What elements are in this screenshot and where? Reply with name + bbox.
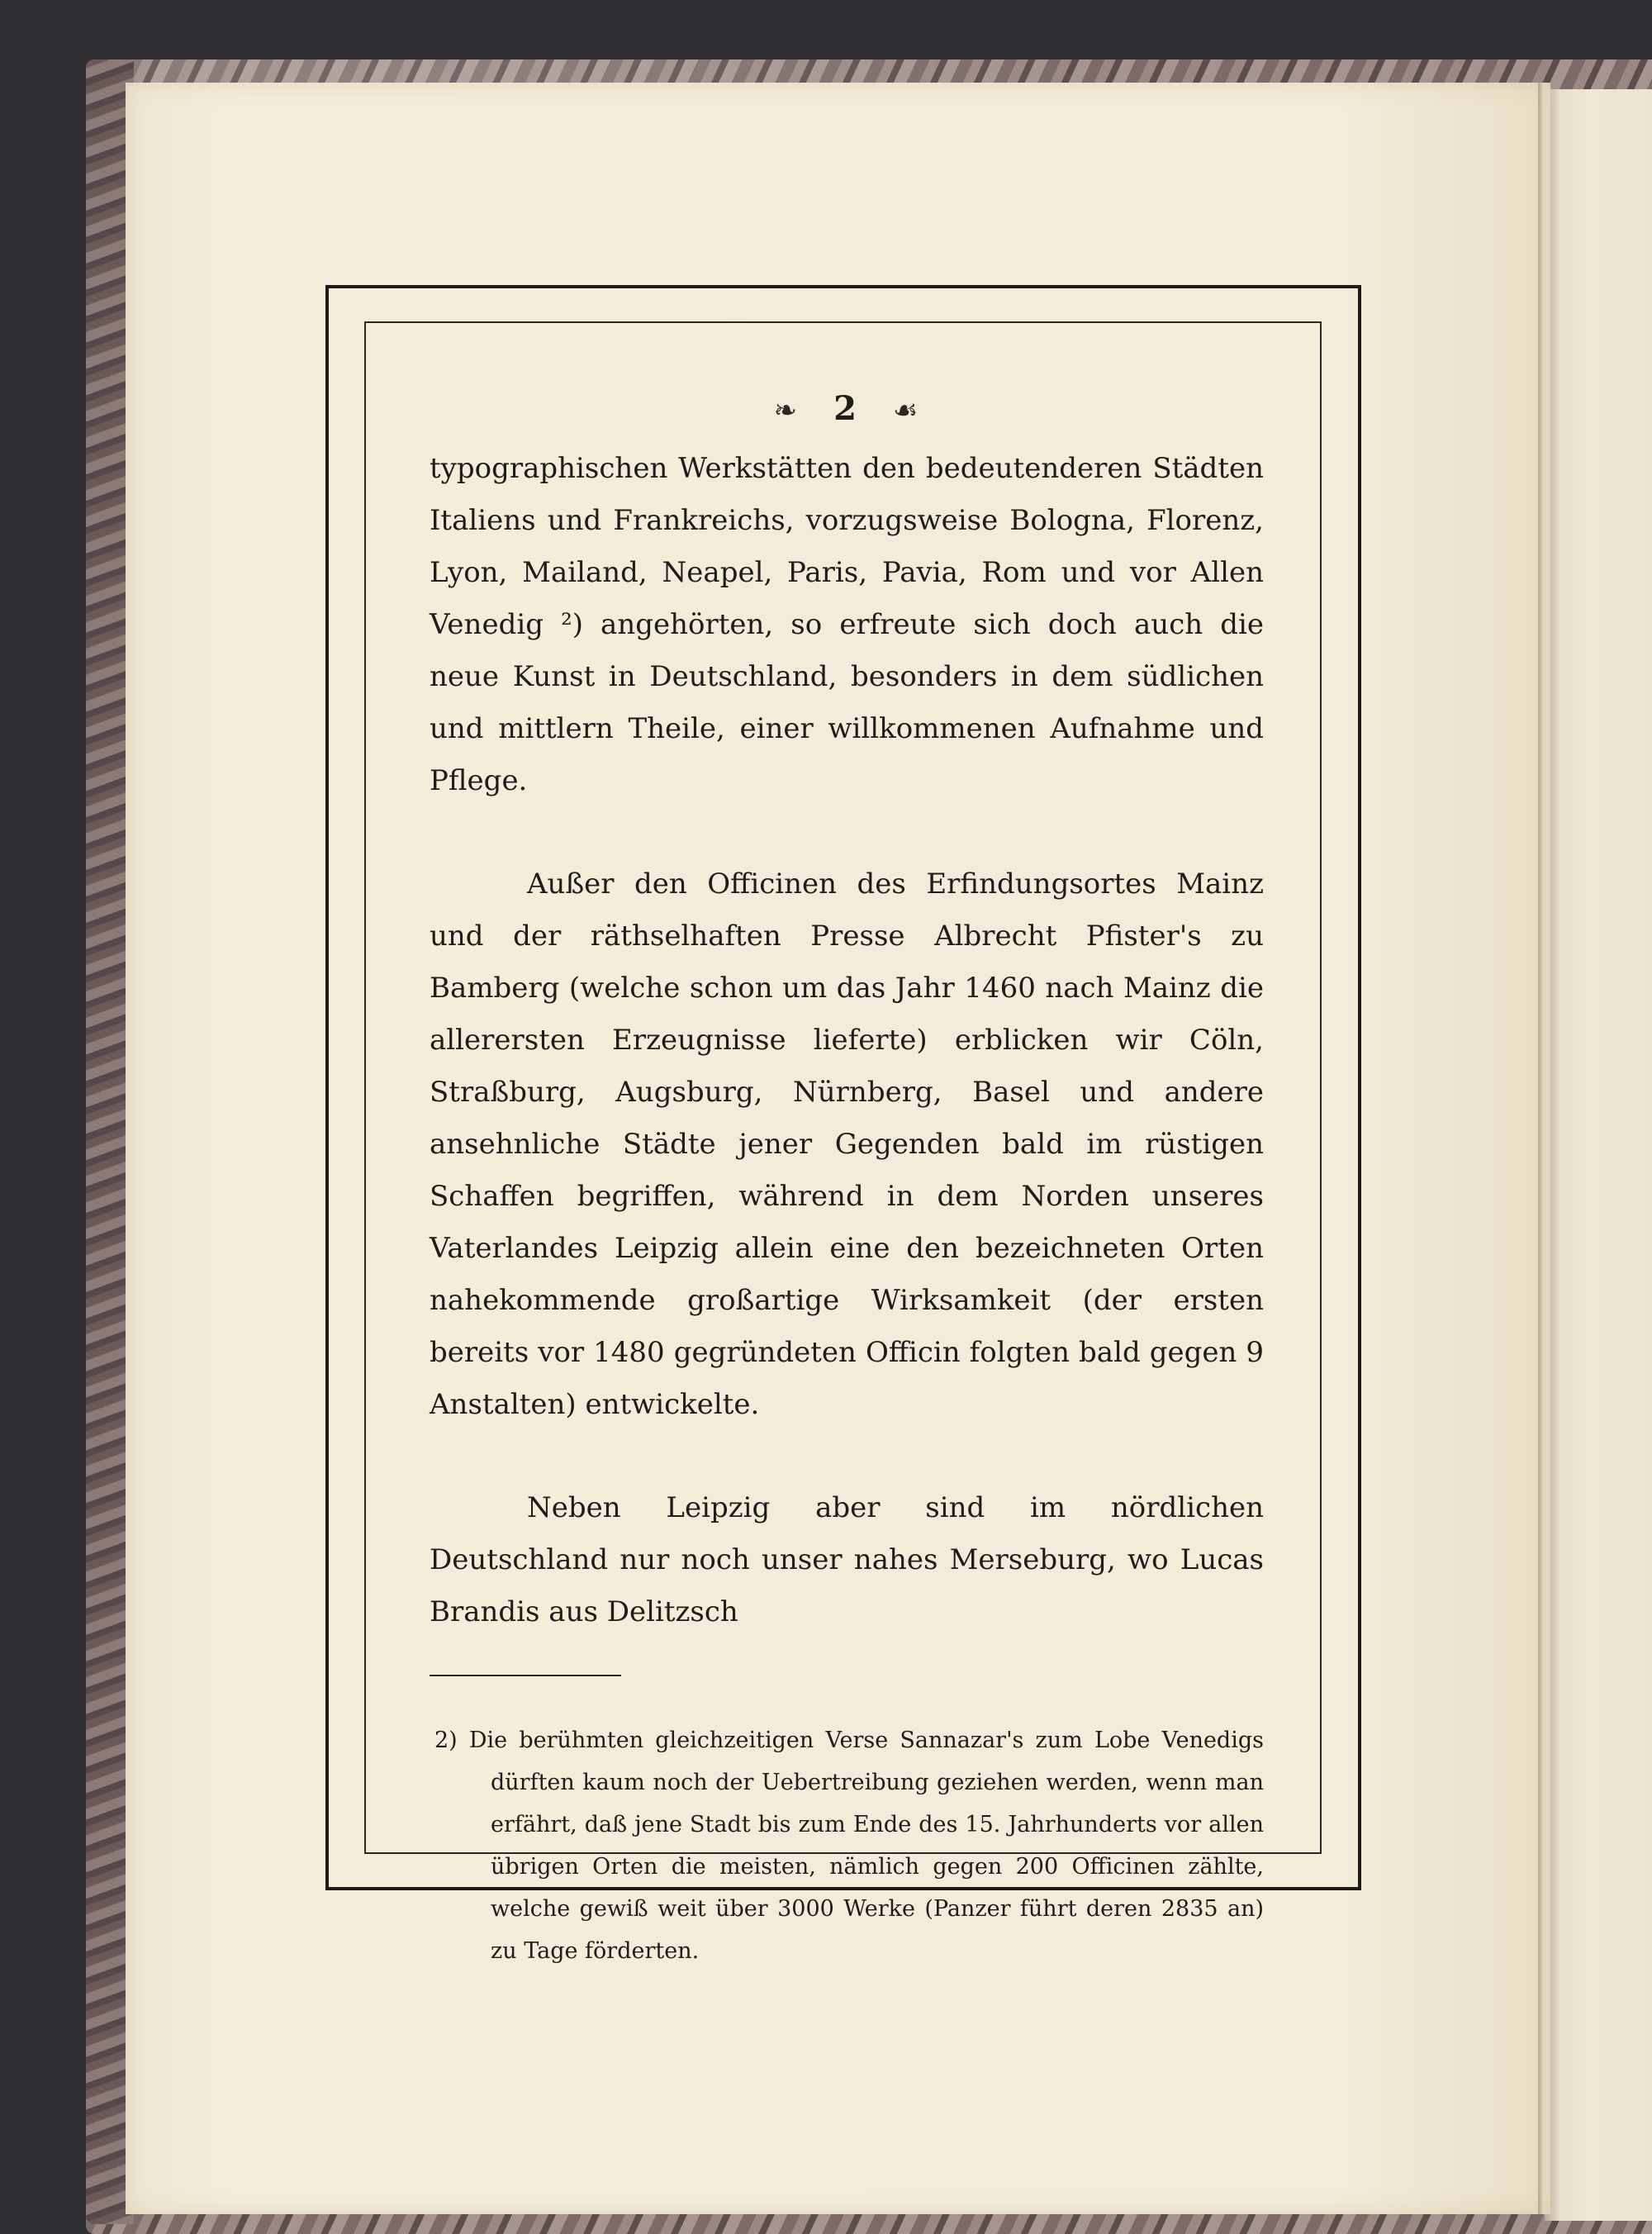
page-content [430,380,1264,1994]
ornament-right-icon: ☙ [892,394,920,427]
facing-page [1545,89,1652,2221]
footnote-rule [430,1675,621,1676]
paragraph-1: typographischen Werkstätten den bedeutenderen Städten Italiens und Frankreichs, vorzugsweise Bologna, Florenz, Lyon, Mailand, Neapel, Paris, Pavia, Rom und vor Allen Venedig ²) angehörten, so erfreute sich doch auch die neue Kunst in Deutschland, besonders in dem südlichen und mittlern Theile, einer willkommenen Aufnahme und Pflege. [430,452,1264,797]
footnote: 2) Die berühmten gleichzeitigen Verse Sannazar's zum Lobe Venedigs dürften kaum noch der Uebertreibung geziehen werden, wenn man erfährt, daß jene Stadt bis zum Ende des 15. Jahrhunderts vor allen übrigen Orten die meisten, nämlich gegen 200 Officinen zählte, welche gewiß weit über 3000 Werke (Panzer führt deren 2835 an) zu Tage förderten. [434,1728,1264,1964]
ornament-left-icon: ❧ [773,394,800,427]
page-number: 2 [833,389,858,428]
page-gutter [1538,83,1543,2214]
paragraph-3: Neben Leipzig aber sind im nördlichen Deutschland nur noch unser nahes Merseburg, wo Lucas Brandis aus Delitzsch [430,1491,1264,1628]
paragraph-spacer [430,807,1264,858]
main-text [430,443,1264,1638]
paragraph-2: Außer den Officinen des Erfindungsortes Mainz und der räthselhaften Presse Albrecht Pfister's zu Bamberg (welche schon um das Jahr 1460 nach Mainz die allerersten Erzeugnisse lieferte) erblicken wir Cöln, Straßburg, Augsburg, Nürnberg, Basel und andere ansehnliche Städte jener Gegenden bald im rüstigen Schaffen begriffen, während in dem Norden unseres Vaterlandes Leipzig allein eine den bezeichneten Orten nahekommende großartige Wirksamkeit (der ersten bereits vor 1480 gegründeten Officin folgten bald gegen 9 Anstalten) entwickelte. [430,867,1264,1421]
page-header [430,380,1264,438]
paragraph-spacer [430,1431,1264,1482]
